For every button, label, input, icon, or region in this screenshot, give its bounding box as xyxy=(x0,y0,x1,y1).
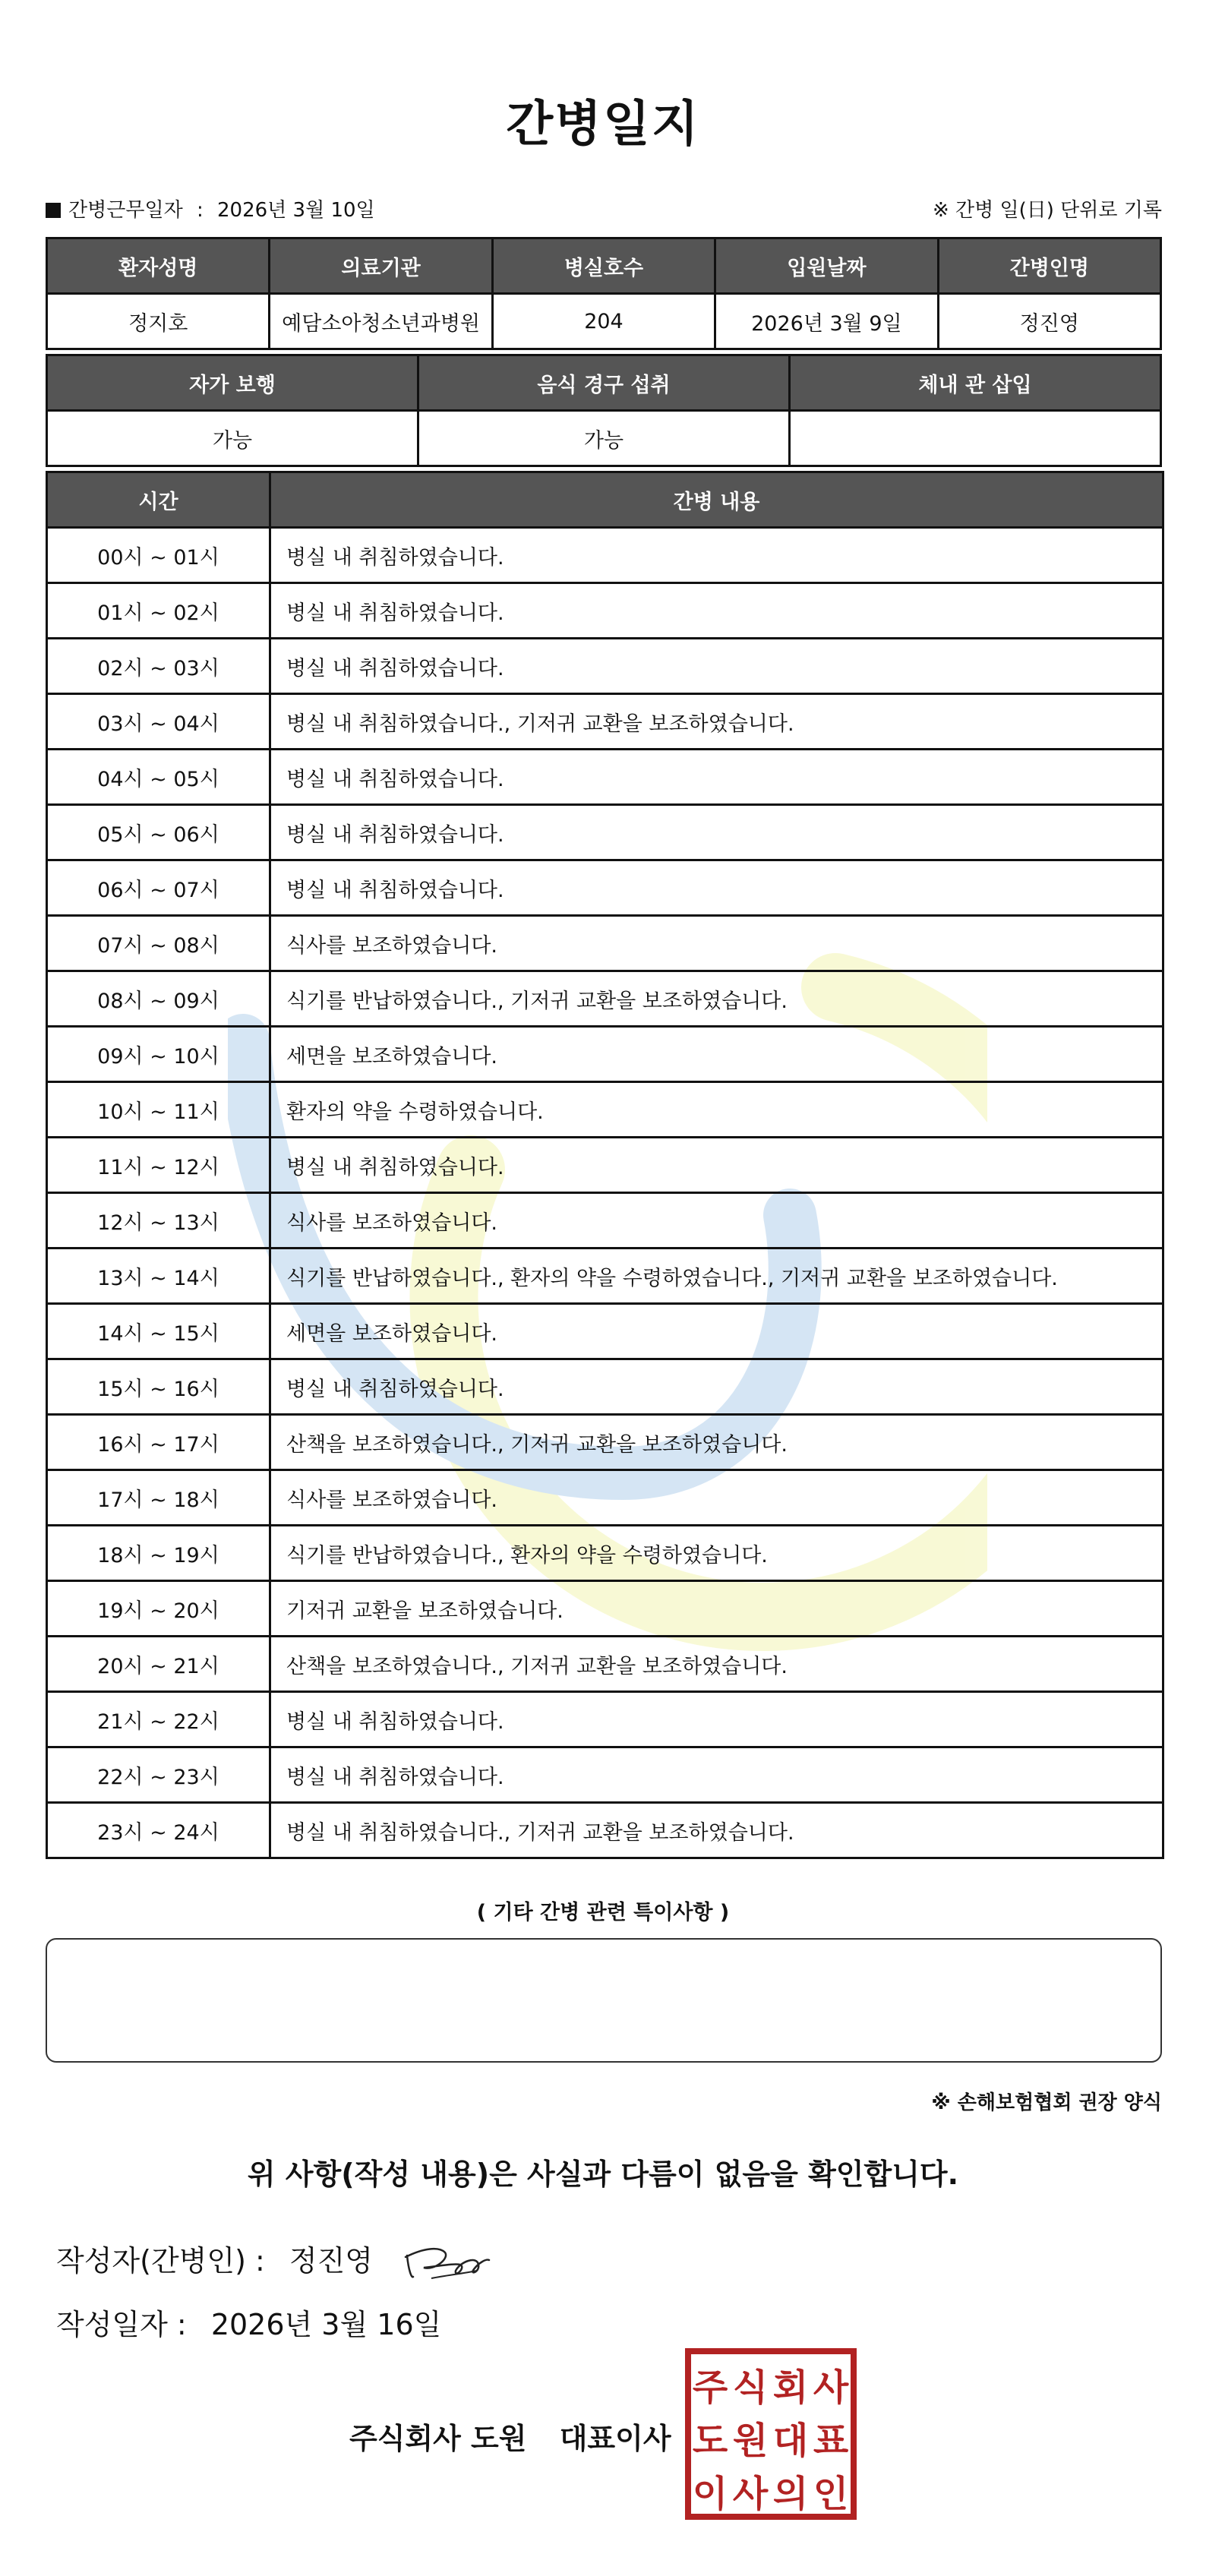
room-number: 204 xyxy=(492,294,715,349)
care-content: 병실 내 취침하였습니다. xyxy=(270,1359,1163,1415)
time-slot: 18시 ~ 19시 xyxy=(47,1526,270,1581)
notes-box xyxy=(46,1938,1162,2063)
seal-character: 이 xyxy=(692,2473,728,2515)
care-content: 산책을 보조하였습니다., 기저귀 교환을 보조하였습니다. xyxy=(270,1415,1163,1470)
care-log-table xyxy=(46,471,1164,1859)
table-row xyxy=(47,1193,1163,1249)
square-bullet-icon xyxy=(46,203,61,218)
company-seal-stamp xyxy=(684,2347,858,2521)
time-slot: 20시 ~ 21시 xyxy=(47,1637,270,1692)
writer-name: 정진영 xyxy=(289,2244,373,2278)
time-slot: 13시 ~ 14시 xyxy=(47,1249,270,1304)
caregiver-name: 정진영 xyxy=(938,294,1160,349)
seal-character: 회 xyxy=(772,2366,809,2409)
table-row xyxy=(47,1803,1163,1858)
time-slot: 16시 ~ 17시 xyxy=(47,1415,270,1470)
table-row xyxy=(47,1249,1163,1304)
care-content: 식기를 반납하였습니다., 기저귀 교환을 보조하였습니다. xyxy=(270,971,1163,1027)
header-self-walking: 자가 보행 xyxy=(47,355,418,411)
care-content: 기저귀 교환을 보조하였습니다. xyxy=(270,1581,1163,1637)
header-patient-name: 환자성명 xyxy=(47,238,270,294)
table-row xyxy=(47,1581,1163,1637)
tube-insertion-value xyxy=(790,411,1161,466)
write-date-row xyxy=(56,2301,441,2343)
patient-info-table xyxy=(46,237,1162,350)
care-content: 병실 내 취침하였습니다. xyxy=(270,805,1163,860)
work-date-value: 2026년 3월 10일 xyxy=(217,199,375,222)
table-row xyxy=(47,860,1163,916)
table-row xyxy=(47,294,1161,349)
table-row xyxy=(47,805,1163,860)
seal-character: 사 xyxy=(813,2366,849,2409)
notes-title: ( 기타 간병 관련 특이사항 ) xyxy=(476,1901,730,1924)
patient-status-table xyxy=(46,354,1162,467)
care-content: 세면을 보조하였습니다. xyxy=(270,1027,1163,1082)
time-slot: 14시 ~ 15시 xyxy=(47,1304,270,1359)
company-name: 주식회사 도원 xyxy=(349,2422,527,2455)
time-slot: 17시 ~ 18시 xyxy=(47,1470,270,1526)
care-content: 병실 내 취침하였습니다. xyxy=(270,583,1163,639)
time-slot: 00시 ~ 01시 xyxy=(47,528,270,583)
table-row xyxy=(47,639,1163,694)
time-slot: 12시 ~ 13시 xyxy=(47,1193,270,1249)
confirm-statement: 위 사항(작성 내용)은 사실과 다름이 없음을 확인합니다. xyxy=(247,2158,959,2191)
header-hospital: 의료기관 xyxy=(270,238,492,294)
table-row xyxy=(47,694,1163,750)
header-care-content: 간병 내용 xyxy=(270,472,1163,528)
table-row xyxy=(47,1637,1163,1692)
header-admission-date: 입원날짜 xyxy=(715,238,938,294)
self-walking-value: 가능 xyxy=(47,411,418,466)
time-slot: 10시 ~ 11시 xyxy=(47,1082,270,1138)
record-note: ※ 간병 일(日) 단위로 기록 xyxy=(932,199,1162,222)
table-row xyxy=(47,1304,1163,1359)
table-row xyxy=(47,1415,1163,1470)
writer-row xyxy=(56,2237,373,2279)
seal-character: 식 xyxy=(732,2366,769,2409)
header-caregiver: 간병인명 xyxy=(938,238,1160,294)
time-slot: 22시 ~ 23시 xyxy=(47,1747,270,1803)
table-header-row xyxy=(47,472,1163,528)
care-content: 병실 내 취침하였습니다. xyxy=(270,528,1163,583)
time-slot: 11시 ~ 12시 xyxy=(47,1138,270,1193)
table-row xyxy=(47,528,1163,583)
table-header-row xyxy=(47,355,1161,411)
seal-character: 대 xyxy=(772,2420,809,2462)
care-content: 산책을 보조하였습니다., 기저귀 교환을 보조하였습니다. xyxy=(270,1637,1163,1692)
time-slot: 01시 ~ 02시 xyxy=(47,583,270,639)
care-content: 병실 내 취침하였습니다. xyxy=(270,1692,1163,1747)
time-slot: 02시 ~ 03시 xyxy=(47,639,270,694)
care-content: 병실 내 취침하였습니다., 기저귀 교환을 보조하였습니다. xyxy=(270,1803,1163,1858)
care-content: 병실 내 취침하였습니다. xyxy=(270,1138,1163,1193)
oral-intake-value: 가능 xyxy=(418,411,790,466)
hospital-name: 예담소아청소년과병원 xyxy=(270,294,492,349)
seal-character: 표 xyxy=(813,2420,849,2462)
care-content: 병실 내 취침하였습니다. xyxy=(270,860,1163,916)
seal-character: 인 xyxy=(813,2473,849,2515)
table-row xyxy=(47,1359,1163,1415)
header-room: 병실호수 xyxy=(492,238,715,294)
company-line xyxy=(349,2415,671,2457)
table-row xyxy=(47,583,1163,639)
care-content: 병실 내 취침하였습니다. xyxy=(270,750,1163,805)
table-row xyxy=(47,1027,1163,1082)
signature-image xyxy=(401,2225,492,2286)
seal-character: 사 xyxy=(732,2473,769,2515)
care-content: 식사를 보조하였습니다. xyxy=(270,1193,1163,1249)
write-date-value: 2026년 3월 16일 xyxy=(210,2308,442,2341)
table-row xyxy=(47,1526,1163,1581)
write-date-label: 작성일자 : xyxy=(56,2308,187,2341)
table-row xyxy=(47,750,1163,805)
table-row xyxy=(47,1082,1163,1138)
table-row xyxy=(47,1470,1163,1526)
admission-date: 2026년 3월 9일 xyxy=(715,294,938,349)
table-row xyxy=(47,916,1163,971)
time-slot: 23시 ~ 24시 xyxy=(47,1803,270,1858)
care-content: 병실 내 취침하였습니다., 기저귀 교환을 보조하였습니다. xyxy=(270,694,1163,750)
time-slot: 21시 ~ 22시 xyxy=(47,1692,270,1747)
care-content: 병실 내 취침하였습니다. xyxy=(270,639,1163,694)
recommend-note: ※ 손해보험협회 권장 양식 xyxy=(931,2091,1162,2114)
seal-character: 도 xyxy=(692,2420,728,2462)
work-date xyxy=(46,194,375,223)
table-row xyxy=(47,411,1161,466)
table-row xyxy=(47,1747,1163,1803)
header-time: 시간 xyxy=(47,472,270,528)
time-slot: 05시 ~ 06시 xyxy=(47,805,270,860)
header-tube-insertion: 체내 관 삽입 xyxy=(790,355,1161,411)
seal-character: 주 xyxy=(692,2366,728,2409)
time-slot: 06시 ~ 07시 xyxy=(47,860,270,916)
table-row xyxy=(47,1138,1163,1193)
time-slot: 08시 ~ 09시 xyxy=(47,971,270,1027)
care-content: 세면을 보조하였습니다. xyxy=(270,1304,1163,1359)
time-slot: 15시 ~ 16시 xyxy=(47,1359,270,1415)
table-header-row xyxy=(47,238,1161,294)
care-content: 환자의 약을 수령하였습니다. xyxy=(270,1082,1163,1138)
work-date-label: 간병근무일자 xyxy=(68,199,183,222)
time-slot: 07시 ~ 08시 xyxy=(47,916,270,971)
company-title: 대표이사 xyxy=(559,2422,671,2455)
care-content: 식기를 반납하였습니다., 환자의 약을 수령하였습니다. xyxy=(270,1526,1163,1581)
time-slot: 19시 ~ 20시 xyxy=(47,1581,270,1637)
header-oral-intake: 음식 경구 섭취 xyxy=(418,355,790,411)
care-content: 식사를 보조하였습니다. xyxy=(270,916,1163,971)
work-date-separator: : xyxy=(196,199,204,222)
meta-row xyxy=(46,194,1162,225)
seal-character: 원 xyxy=(732,2420,769,2462)
care-log-body xyxy=(47,528,1163,1858)
page-title: 간병일지 xyxy=(506,96,700,153)
care-content: 병실 내 취침하였습니다. xyxy=(270,1747,1163,1803)
care-content: 식기를 반납하였습니다., 환자의 약을 수령하였습니다., 기저귀 교환을 보조하였습니다. xyxy=(270,1249,1163,1304)
care-content: 식사를 보조하였습니다. xyxy=(270,1470,1163,1526)
time-slot: 04시 ~ 05시 xyxy=(47,750,270,805)
patient-name: 정지호 xyxy=(47,294,270,349)
time-slot: 03시 ~ 04시 xyxy=(47,694,270,750)
time-slot: 09시 ~ 10시 xyxy=(47,1027,270,1082)
seal-character: 의 xyxy=(772,2473,809,2515)
table-row xyxy=(47,971,1163,1027)
table-row xyxy=(47,1692,1163,1747)
writer-label: 작성자(간병인) : xyxy=(56,2244,265,2278)
